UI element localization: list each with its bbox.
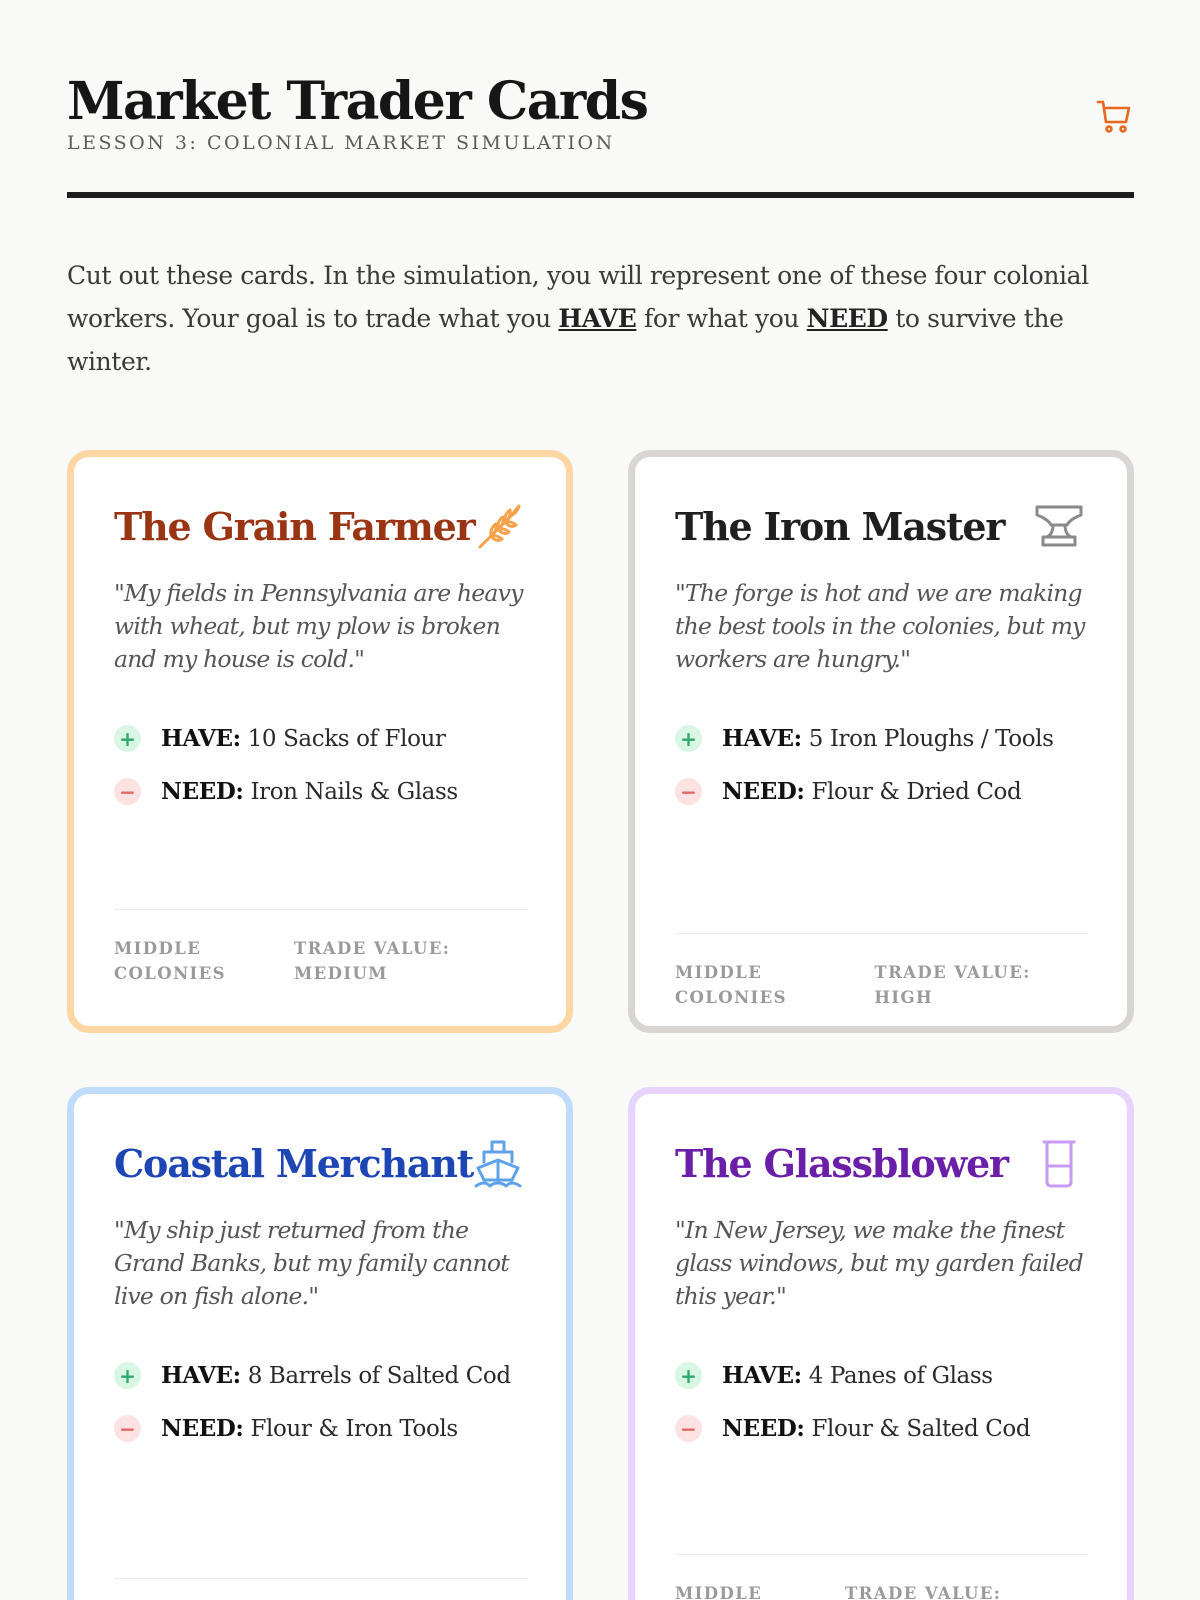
- card-iron-master: [628, 450, 1134, 1033]
- have-label: HAVE:: [722, 725, 802, 752]
- card-coastal-merchant: [67, 1087, 573, 1600]
- trade-value-label: TRADE VALUE:: [845, 1584, 1002, 1600]
- need-value: Iron Nails & Glass: [250, 779, 458, 805]
- anvil-icon: [1033, 501, 1085, 553]
- intro-need-emphasis: NEED: [806, 304, 888, 333]
- region-label: MIDDLE: [675, 1584, 763, 1600]
- plus-icon: +: [675, 1362, 702, 1389]
- card-quote: "My fields in Pennsylvania are heavy with wheat, but my plow is broken and my house is cold.": [114, 579, 523, 673]
- region-label: MIDDLE COLONIES: [675, 963, 787, 1007]
- minus-icon: −: [114, 1415, 141, 1442]
- card-title: The Iron Master: [675, 504, 1005, 549]
- have-row: [675, 712, 1089, 765]
- have-value: 10 Sacks of Flour: [247, 726, 446, 752]
- need-row: [675, 765, 1089, 818]
- card-quote: "The forge is hot and we are making the best tools in the colonies, but my workers are hungry.": [675, 579, 1085, 673]
- page-header: [67, 70, 1134, 200]
- need-value: Flour & Iron Tools: [250, 1416, 458, 1442]
- page-subtitle: LESSON 3: COLONIAL MARKET SIMULATION: [67, 132, 615, 154]
- intro-have-emphasis: HAVE: [558, 304, 637, 333]
- need-row: [114, 1402, 528, 1455]
- have-label: HAVE:: [722, 1362, 802, 1389]
- intro-text: Cut out these cards. In the simulation, you will represent one of these four colonial workers. Your goal is to trade what you: [67, 261, 1089, 333]
- need-label: NEED:: [722, 778, 805, 805]
- plus-icon: +: [114, 725, 141, 752]
- have-row: [114, 712, 528, 765]
- need-label: NEED:: [161, 778, 244, 805]
- glass-jar-icon: [1033, 1138, 1085, 1190]
- worksheet-page: [67, 70, 1134, 1600]
- have-value: 4 Panes of Glass: [808, 1363, 993, 1389]
- plus-icon: +: [675, 725, 702, 752]
- card-footer: [675, 1554, 1089, 1600]
- header-rule: [67, 192, 1134, 198]
- trade-value-label: TRADE VALUE: HIGH: [874, 963, 1031, 1007]
- have-row: [114, 1349, 528, 1402]
- have-value: 8 Barrels of Salted Cod: [247, 1363, 511, 1389]
- intro-text: to survive the winter.: [67, 304, 1064, 376]
- need-label: NEED:: [161, 1415, 244, 1442]
- wheat-icon: [472, 501, 524, 553]
- minus-icon: −: [114, 778, 141, 805]
- card-quote: "In New Jersey, we make the finest glass windows, but my garden failed this year.": [675, 1216, 1083, 1310]
- have-row: [675, 1349, 1089, 1402]
- card-glassblower: [628, 1087, 1134, 1600]
- minus-icon: −: [675, 778, 702, 805]
- need-row: [114, 765, 528, 818]
- region-label: MIDDLE COLONIES: [114, 939, 226, 983]
- card-footer: [675, 933, 1089, 1010]
- plus-icon: +: [114, 1362, 141, 1389]
- have-value: 5 Iron Ploughs / Tools: [808, 726, 1054, 752]
- cart-icon[interactable]: [1094, 96, 1134, 136]
- ship-icon: [472, 1138, 524, 1190]
- need-label: NEED:: [722, 1415, 805, 1442]
- card-title: Coastal Merchant: [114, 1141, 474, 1186]
- card-title: The Glassblower: [675, 1141, 1008, 1186]
- card-title: The Grain Farmer: [114, 504, 475, 549]
- have-label: HAVE:: [161, 1362, 241, 1389]
- have-label: HAVE:: [161, 725, 241, 752]
- need-value: Flour & Salted Cod: [811, 1416, 1031, 1442]
- card-quote: "My ship just returned from the Grand Banks, but my family cannot live on fish alone.": [114, 1216, 509, 1310]
- trade-value-label: TRADE VALUE: MEDIUM: [294, 939, 451, 983]
- minus-icon: −: [675, 1415, 702, 1442]
- need-row: [675, 1402, 1089, 1455]
- need-value: Flour & Dried Cod: [811, 779, 1022, 805]
- card-footer-divider: [114, 1578, 528, 1600]
- card-footer: [114, 909, 528, 986]
- page-title: Market Trader Cards: [67, 71, 648, 132]
- intro-paragraph: [67, 254, 1134, 383]
- intro-text: for what you: [636, 304, 807, 333]
- card-grain-farmer: [67, 450, 573, 1033]
